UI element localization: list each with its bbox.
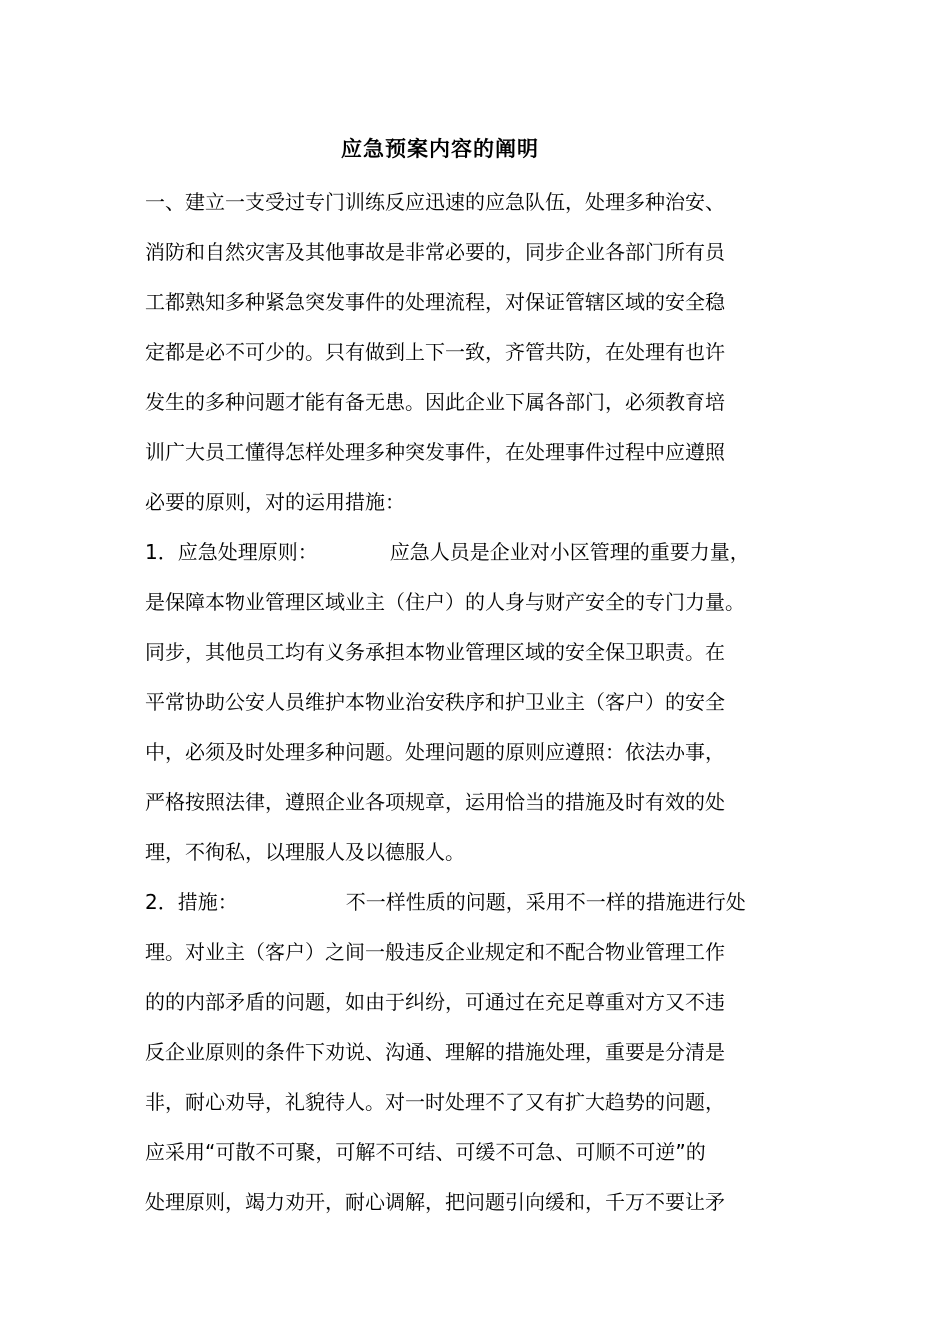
paragraph-line: 一、建立一支受过专门训练反应迅速的应急队伍，处理多种治安、	[145, 190, 725, 214]
paragraph-line: 平常协助公安人员维护本物业治安秩序和护卫业主（客户）的安全	[145, 690, 725, 714]
paragraph-line: 的的内部矛盾的问题，如由于纠纷，可通过在充足尊重对方又不违	[145, 990, 725, 1014]
paragraph-line: 应采用“可散不可聚，可解不可结、可缓不可急、可顺不可逆”的	[145, 1140, 706, 1164]
paragraph-line: 反企业原则的条件下劝说、沟通、理解的措施处理，重要是分清是	[145, 1040, 725, 1064]
paragraph-line: 工都熟知多种紧急突发事件的处理流程，对保证管辖区域的安全稳	[145, 290, 725, 314]
paragraph-line: 定都是必不可少的。只有做到上下一致，齐管共防，在处理有也许	[145, 340, 725, 364]
paragraph-line: 消防和自然灾害及其他事故是非常必要的，同步企业各部门所有员	[145, 240, 725, 264]
section-heading-line	[145, 887, 746, 917]
paragraph-line: 必要的原则，对的运用措施：	[145, 490, 405, 514]
paragraph-line: 处理原则，竭力劝开，耐心调解，把问题引向缓和，千万不要让矛	[145, 1190, 725, 1214]
section-heading-2-text: 不一样性质的问题，采用不一样的措施进行处	[345, 890, 746, 914]
section-heading-1-text: 应急人员是企业对小区管理的重要力量，	[389, 540, 750, 564]
paragraph-line: 训广大员工懂得怎样处理多种突发事件，在处理事件过程中应遵照	[145, 440, 725, 464]
section-heading-2: 2．措施：	[145, 890, 238, 914]
document-title: 应急预案内容的阐明	[341, 137, 539, 161]
paragraph-line: 是保障本物业管理区域业主（住户）的人身与财产安全的专门力量。	[145, 590, 745, 614]
paragraph-line: 理。对业主（客户）之间一般违反企业规定和不配合物业管理工作	[145, 940, 725, 964]
paragraph-line: 中，必须及时处理多种问题。处理问题的原则应遵照：依法办事，	[145, 740, 725, 764]
paragraph-line: 非，耐心劝导，礼貌待人。对一时处理不了又有扩大趋势的问题，	[145, 1090, 725, 1114]
paragraph-line: 严格按照法律，遵照企业各项规章，运用恰当的措施及时有效的处	[145, 790, 725, 814]
paragraph-line: 发生的多种问题才能有备无患。因此企业下属各部门，必须教育培	[145, 390, 725, 414]
paragraph-line: 同步，其他员工均有义务承担本物业管理区域的安全保卫职责。在	[145, 640, 725, 664]
paragraph-line: 理，不徇私，以理服人及以德服人。	[145, 840, 465, 864]
section-heading-line	[145, 537, 750, 567]
section-heading-1: 1．应急处理原则：	[145, 540, 318, 564]
